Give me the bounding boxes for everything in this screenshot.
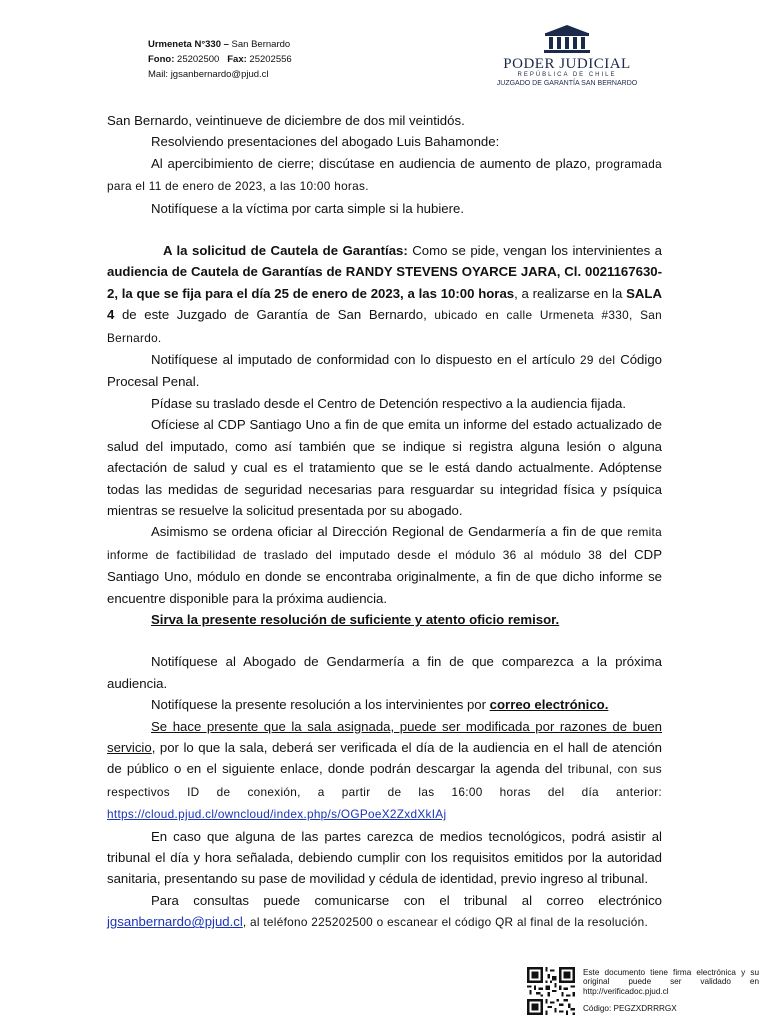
paragraph: En caso que alguna de las partes carezca de medios tecnológicos, podrá asistir al tribunal el día y hora señalada, debiendo cumplir con los requisitos emitidos por la autoridad sanitaria, presentando su pase de movilidad y cédula de identidad, previo ingreso al tribunal. xyxy=(107,828,662,887)
paragraph: Notifíquese la presente resolución a los intervinientes por correo electrónico. xyxy=(151,697,609,713)
agenda-link[interactable]: https://cloud.pjud.cl/owncloud/index.php/s/OGPoeX2ZxdXkIAj xyxy=(107,807,447,822)
phone-line: Fono: 25202500 Fax: 25202556 xyxy=(148,54,292,65)
verification-code: Código: PEGZXDRRRGX xyxy=(583,1004,677,1013)
signature-footer xyxy=(527,967,759,1015)
paragraph: Pídase su traslado desde el Centro de Detención respectivo a la audiencia fijada. xyxy=(151,395,627,411)
date-line: San Bernardo, veintinueve de diciembre de dos mil veintidós. xyxy=(107,113,465,128)
paragraph: Notifíquese al Abogado de Gendarmería a fin de que comparezca a la próxima audiencia. xyxy=(107,654,662,691)
qr-code-icon xyxy=(527,967,575,1015)
address-line: Urmeneta N°330 – San Bernardo xyxy=(148,39,291,50)
paragraph: Notifíquese al imputado de conformidad con lo dispuesto en el artículo 29 del Código Procesal Penal. xyxy=(107,352,662,390)
mail-line: Mail: jgsanbernardo@pjud.cl xyxy=(148,69,269,80)
paragraph: Sirva la presente resolución de suficiente y atento oficio remisor. xyxy=(151,611,560,627)
poder-judicial-logo xyxy=(482,24,652,88)
paragraph: Notifíquese a la víctima por carta simple si la hubiere. xyxy=(151,200,464,216)
resolution-body xyxy=(107,110,662,934)
letterhead xyxy=(148,37,292,82)
logo-subtitle: REPÚBLICA DE CHILE xyxy=(517,72,617,78)
paragraph: Ofíciese al CDP Santiago Uno a fin de que emita un informe del estado actualizado de salud del imputado, como así también que se indique si registra alguna lesión o alguna afectación de salud y cual es el tratamiento que se le está dando actualmente. Adóptense todas las medidas de seguridad necesarias para resguardar su integridad física y psíquica mientras se resuelve la solicitud presentada por su abogado. xyxy=(107,417,662,518)
logo-court: JUZGADO DE GARANTÍA SAN BERNARDO xyxy=(496,80,638,87)
paragraph: A la solicitud de Cautela de Garantías: Como se pide, vengan los intervinientes a audiencia de Cautela de Garantías de RANDY STEVENS OYARCE JARA, Cl. 0021167630-2, la que se fija para el día 25 de enero de 2023, a las 10:00 horas, a realizarse en la SALA 4 de este Juzgado de Garantía de San Bernardo, ubicado en calle Urmeneta #330, San Bernardo. xyxy=(107,243,662,345)
logo-title: PODER JUDICIAL xyxy=(503,56,631,72)
paragraph: Para consultas puede comunicarse con el tribunal al correo electrónico jgsanbernardo@pjud.cl, al teléfono 225202500 o escanear el código QR al final de la resolución. xyxy=(107,892,662,930)
paragraph: Se hace presente que la sala asignada, puede ser modificada por razones de buen servicio, por lo que la sala, deberá ser verificada el día de la audiencia en el hall de atención de público o en el siguiente enlace, donde podrán descargar la agenda del tribunal, con sus respectivos ID de conexión, a partir de las 16:00 horas del día anterior: https://cloud.pjud.cl/owncloud/index.php/s/OGPoeX2ZxdXkIAj xyxy=(107,718,662,822)
paragraph: Resolviendo presentaciones del abogado Luis Bahamonde: xyxy=(151,134,500,150)
courthouse-icon xyxy=(542,24,592,54)
paragraph: Asimismo se ordena oficiar al Dirección Regional de Gendarmería a fin de que remita informe de factibilidad de traslado del imputado desde el módulo 36 al módulo 38 del CDP Santiago Uno, módulo en donde se encontraba originalmente, a fin de que dicho informe se encuentre disponible para la próxima audiencia. xyxy=(107,524,662,606)
paragraph: Al apercibimiento de cierre; discútase en audiencia de aumento de plazo, programada para el 11 de enero de 2023, a las 10:00 horas. xyxy=(107,155,662,194)
email-link[interactable]: jgsanbernardo@pjud.cl xyxy=(107,914,243,930)
signature-note: Este documento tiene firma electrónica y su original puede ser validado en http://verificadoc.pjud.cl xyxy=(583,968,759,996)
